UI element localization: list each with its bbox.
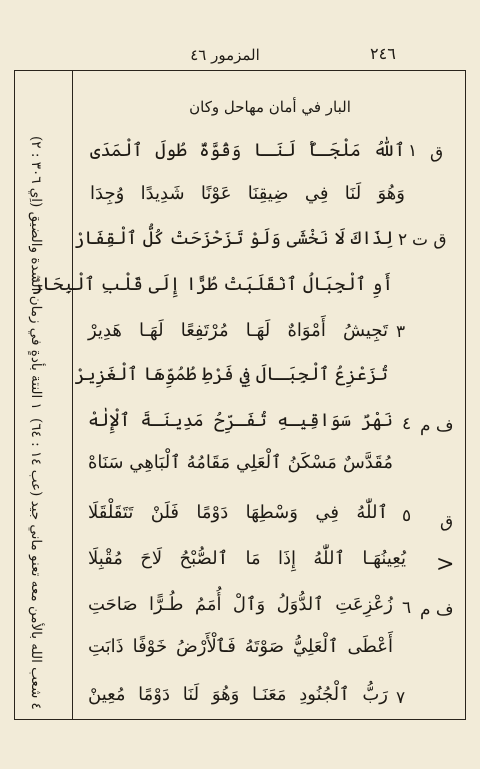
- stanza-number: ٣: [396, 322, 406, 342]
- verse-line: أَوِ ٱلْجِبَالُ ٱنْقَلَبَتْ طُرًّا إِلَى قَلْبِ ٱلْبِحَارْ: [31, 274, 393, 295]
- side-note-1: ١ النتة بأدةٍ في زمان الشدة والضيق (اِي ٣٠٦ : ٢): [28, 136, 44, 410]
- verse-line: ٱللّٰهُ مَلْجَـأٌ لَنَـا وَقُوَّةٌ طُولَ ٱلْمَدَى: [90, 140, 405, 161]
- stanza-number: ١: [408, 141, 418, 161]
- stanza-number: ٢: [398, 230, 408, 250]
- verse-line: لِذَاكَ لَا نَخْشَى وَلَوْ تَزَحْزَحَتْ كُلُّ ٱلْقِفَارْ: [73, 228, 393, 249]
- page-number: ٢٤٦: [370, 44, 396, 63]
- verse-line: وَهُوَ لَنَا فِي ضِيقِنَا عَوْنًا شَدِيدًا وُجِدَا: [90, 183, 405, 204]
- text-frame: [14, 70, 466, 720]
- verse-line: تُزَعْزِعُ ٱلْجِبَـالَ فِي فَرْطِ طُمُوِّهَا ٱلْغَزِيرْ: [74, 364, 388, 385]
- stanza-marker: ق ت: [412, 230, 447, 250]
- verse-line: مُقَدَّسٌ مَسْكَنُ ٱلْعَلِي مَقَامُهُ ٱلْبَاهِي سَنَاهْ: [88, 452, 393, 473]
- verse-line: رَبُّ ٱلْجُنُودِ مَعَنَـا وَهُوَ لَنَا دَوْمًا مُعِينْ: [88, 684, 388, 705]
- side-note-2: ٤ شعب الله بالأمن معه تعنو ماني جيد (عب ١٤ : ٦٤): [28, 418, 44, 710]
- verse-line: أَعْطَى ٱلْعَلِيُّ صَوْتَهُ فَٱلْأَرْضُ خَوْفًا ذَابَتِ: [88, 636, 393, 657]
- verse-line: نَهْرٌ سَوَاقِيـهِ تُفَـرِّحُ مَدِينَـةَ ٱلْإِلٰهْ: [88, 410, 393, 431]
- verse-line: يُعِينُهَـا ٱللّٰهُ إِذَا مَا ٱلصُّبْحُ لَاحَ مُقْبِلَا: [88, 548, 406, 569]
- stanza-marker: ف م: [420, 600, 454, 620]
- stanza-bracket: <: [436, 552, 455, 577]
- stanza-number: ٧: [396, 688, 406, 708]
- stanza-marker: ق: [430, 143, 444, 163]
- stanza-marker: ق: [440, 512, 454, 532]
- stanza-number: ٦: [402, 598, 412, 618]
- stanza-number: ٤: [402, 414, 412, 434]
- psalm-heading: البار في أمان مهاحل وكان: [189, 98, 351, 116]
- verse-line: زُعْزِعَتِ ٱلدُّوَلُ وَٱلْ أُمَمُ طُـرًّا صَاحَتِ: [88, 594, 393, 615]
- verse-line: تَجِيشُ أَمْوَاهٌ لَهَـا مُرْتَفِعًا لَهَـا هَدِيرْ: [88, 320, 388, 341]
- running-head: [0, 44, 480, 70]
- verse-line: ٱللّٰهُ فِي وَسْطِهَا دَوْمًا فَلَنْ تَتَقَلْقَلَا: [88, 502, 388, 523]
- running-head-title: المزمور ٤٦: [190, 46, 260, 64]
- margin-rule: [72, 70, 73, 720]
- stanza-marker: ف م: [420, 416, 454, 436]
- stanza-number: ٥: [402, 506, 412, 526]
